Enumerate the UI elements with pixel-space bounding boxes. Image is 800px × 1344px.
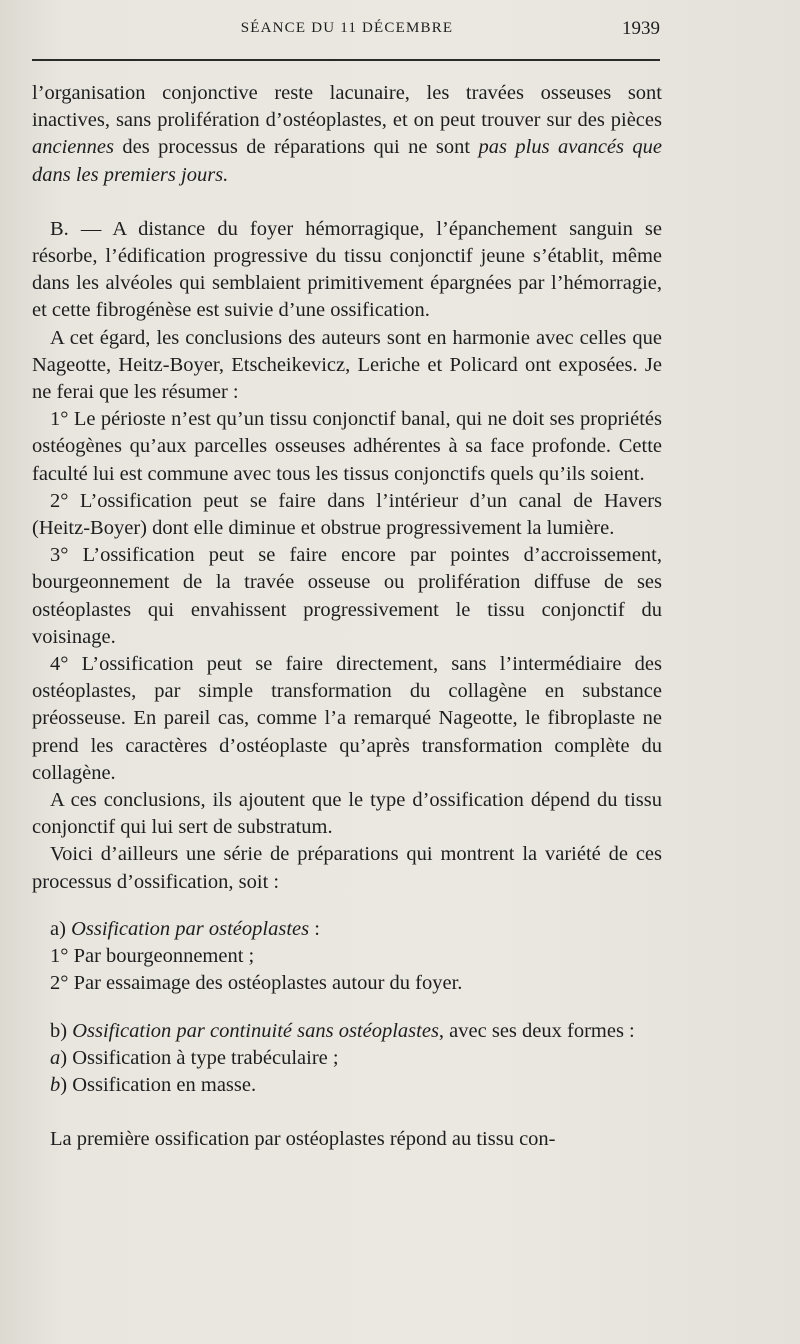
paragraph-addition: A ces conclusions, ils ajoutent que le type d’ossification dépend du tissu conjonctif qui lui sert de substratum. xyxy=(32,789,662,839)
paragraph-conclusions: A cet égard, les conclusions des auteurs sont en harmonie avec celles que Nageotte, Heitz-Boyer, Etscheikevicz, Leriche et Policard ont exposées. Je ne ferai que les résumer : xyxy=(32,326,662,404)
paragraph-last: La première ossification par ostéoplastes répond au tissu con- xyxy=(50,1128,556,1151)
list-a-item-2: 2° Par essaimage des ostéoplastes autour du foyer. xyxy=(50,972,463,995)
body-text xyxy=(32,80,662,1153)
list-b-suffix: , avec ses deux formes : xyxy=(438,1019,635,1042)
list-b-item-a-text: ) Ossification à type trabéculaire ; xyxy=(60,1046,339,1069)
paragraph-point-2: 2° L’ossification peut se faire dans l’intérieur d’un canal de Havers (Heitz-Boyer) dont elle diminue et obstrue progressivement la lumière. xyxy=(32,489,662,540)
list-b-item-a xyxy=(32,1045,662,1072)
paragraph-point-4: 4° L’ossification peut se faire directement, sans l’intermédiaire des ostéoplastes, par simple transformation du collagène en substance préosseuse. En pareil cas, comme l’a remarqué Nageotte, le fibroplaste ne prend les caractères d’ostéoplaste qu’après transformation complète du collagène. xyxy=(32,653,662,784)
list-b-item-a-label: a xyxy=(50,1046,61,1069)
running-title: SÉANCE DU 11 DÉCEMBRE xyxy=(240,20,454,36)
list-a-item-1: 1° Par bourgeonnement ; xyxy=(50,945,255,968)
p1-text-middle: des processus de réparations qui ne sont xyxy=(113,136,479,159)
page-header xyxy=(32,18,662,44)
paragraph-series: Voici d’ailleurs une série de préparations qui montrent la variété de ces processus d’ossification, soit : xyxy=(32,843,662,893)
list-b-item-b-label: b xyxy=(50,1073,61,1096)
paragraph-b: B. — A distance du foyer hémorragique, l’épanchement sanguin se résorbe, l’édification progressive du tissu conjonctif jeune s’établit, même dans les alvéoles qui semblaient primitivement épargnées par l’hémorragie, et cette fibrogénèse est suivie d’une ossification. xyxy=(32,217,662,322)
header-rule xyxy=(32,59,660,61)
p1-italic-anciennes: anciennes xyxy=(32,136,114,159)
list-b-label: b) xyxy=(50,1019,73,1042)
paragraph-continuation xyxy=(32,80,662,189)
list-b-heading xyxy=(32,1018,662,1045)
p1-text-start: l’organisation conjonctive reste lacunaire, les travées osseuses sont inactives, sans prolifération d’ostéoplastes, et on peut trouver sur des pièces xyxy=(32,82,662,132)
list-b-item-b-text: ) Ossification en masse. xyxy=(60,1073,257,1096)
list-a-title: Ossification par ostéoplastes xyxy=(71,917,310,940)
list-b-title: Ossification par continuité sans ostéoplastes xyxy=(72,1019,439,1042)
paragraph-point-3: 3° L’ossification peut se faire encore par pointes d’accroissement, bourgeonnement de la travée osseuse ou prolifération diffuse de ses ostéoplastes qui envahissent progressivement le tissu conjonctif du voisinage. xyxy=(32,544,662,648)
list-a-heading xyxy=(32,916,662,943)
p1-italic-end: pas plus avancés que dans les premiers jours. xyxy=(32,136,663,186)
list-a-suffix: : xyxy=(309,917,320,940)
paragraph-point-1: 1° Le périoste n’est qu’un tissu conjonctif banal, qui ne doit ses propriétés ostéogènes qu’aux parcelles osseuses adhérentes à sa face profonde. Cette faculté lui est commune avec tous les tissus conjonctifs quels qu’ils soient. xyxy=(32,408,662,485)
list-b-item-b xyxy=(32,1072,662,1099)
page-number: 1939 xyxy=(622,18,660,39)
list-a-label: a) xyxy=(50,917,72,940)
